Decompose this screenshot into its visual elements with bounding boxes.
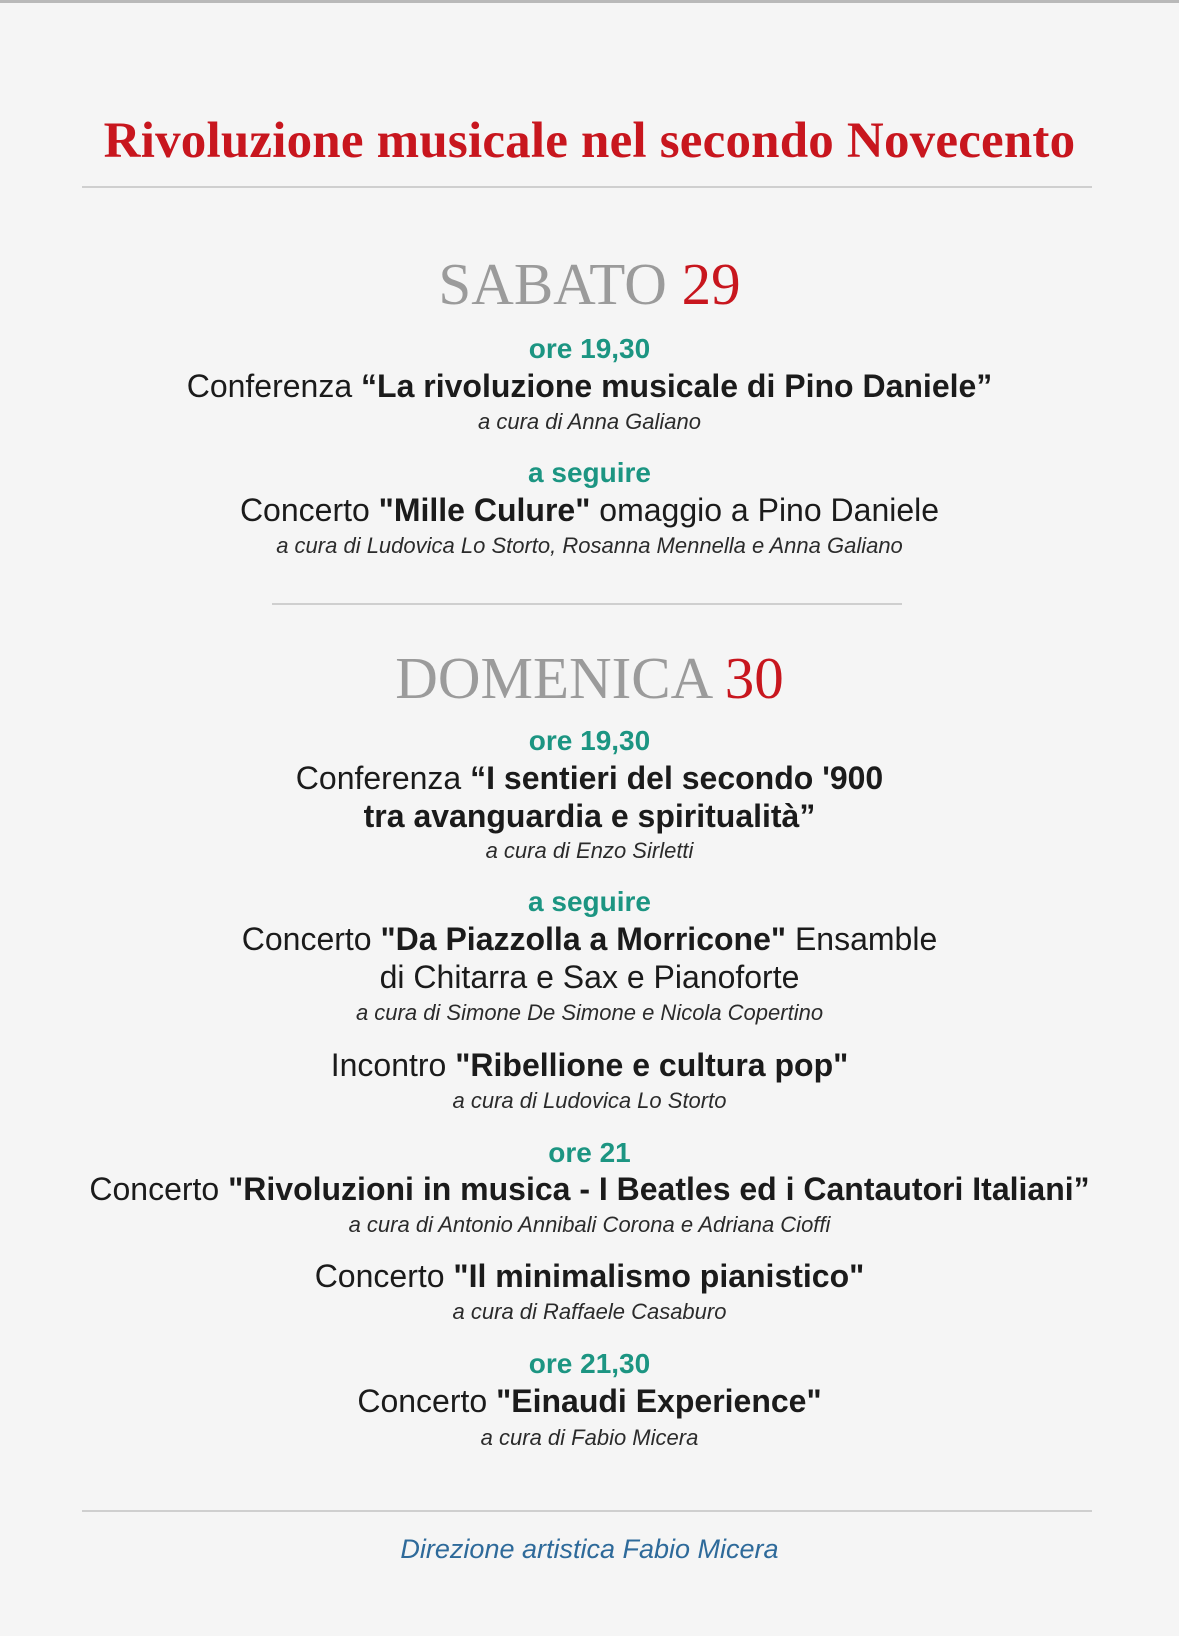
event-name: "Ribellione e cultura pop" <box>455 1047 849 1083</box>
event-name: "Da Piazzolla a Morricone" <box>380 921 787 957</box>
top-border <box>0 0 1179 3</box>
event-subtitle: Ensamble <box>786 921 938 957</box>
day-divider <box>272 603 902 605</box>
day-number: 30 <box>724 645 784 711</box>
event-name: "Mille Culure" <box>378 492 591 528</box>
event-type: Incontro <box>330 1047 456 1083</box>
event-title <box>0 1045 1179 1085</box>
event-title <box>0 1169 1179 1209</box>
event-curator: a cura di Antonio Annibali Corona e Adriana Cioffi <box>348 1212 831 1237</box>
event-time: ore 19,30 <box>528 725 651 756</box>
event-title <box>0 366 1179 406</box>
event-name: "Einaudi Experience" <box>496 1383 822 1419</box>
event-curator: a cura di Ludovica Lo Storto <box>452 1088 727 1113</box>
event-title <box>0 490 1179 530</box>
day-heading-sabato <box>0 249 1179 319</box>
event-type: Concerto <box>241 921 381 957</box>
event-type: Conferenza <box>186 368 362 404</box>
title-divider <box>82 186 1092 188</box>
event-title <box>0 1381 1179 1421</box>
event-curator: a cura di Raffaele Casaburo <box>452 1299 727 1324</box>
day-name: DOMENICA <box>395 645 710 711</box>
event-type: Concerto <box>239 492 379 528</box>
event-time: ore 21 <box>548 1137 631 1168</box>
event-name: tra avanguardia e spiritualità” <box>363 798 816 834</box>
event-type: Concerto <box>89 1171 229 1207</box>
event-type: Concerto <box>314 1258 454 1294</box>
artistic-direction-credit: Direzione artistica Fabio Micera <box>400 1534 779 1564</box>
event-time: a seguire <box>528 886 651 917</box>
event-curator: a cura di Fabio Micera <box>480 1425 699 1450</box>
event-name: "Rivoluzioni in musica - I Beatles ed i Cantautori Italiani” <box>228 1171 1090 1207</box>
day-name: SABATO <box>438 251 667 317</box>
event-curator: a cura di Enzo Sirletti <box>485 838 694 863</box>
event-title-line2 <box>0 796 1179 836</box>
event-curator: a cura di Anna Galiano <box>478 409 701 434</box>
event-curator: a cura di Ludovica Lo Storto, Rosanna Mennella e Anna Galiano <box>276 533 903 558</box>
event-title <box>0 758 1179 798</box>
page-title: Rivoluzione musicale nel secondo Novecento <box>103 113 1076 169</box>
day-heading-domenica <box>0 643 1179 713</box>
event-subtitle: omaggio a Pino Daniele <box>590 492 940 528</box>
event-time: ore 19,30 <box>528 333 651 364</box>
event-name: “I sentieri del secondo '900 <box>470 760 884 796</box>
event-name: "Il minimalismo pianistico" <box>453 1258 865 1294</box>
event-curator: a cura di Simone De Simone e Nicola Copertino <box>355 1000 824 1025</box>
event-title-line2: di Chitarra e Sax e Pianoforte <box>379 959 800 995</box>
footer-divider <box>82 1510 1092 1512</box>
day-number: 29 <box>681 251 741 317</box>
event-time: a seguire <box>528 457 651 488</box>
event-title <box>0 919 1179 959</box>
event-time: ore 21,30 <box>528 1348 651 1379</box>
event-title <box>0 1256 1179 1296</box>
event-type: Concerto <box>357 1383 497 1419</box>
event-name: “La rivoluzione musicale di Pino Daniele” <box>361 368 993 404</box>
event-type: Conferenza <box>295 760 471 796</box>
